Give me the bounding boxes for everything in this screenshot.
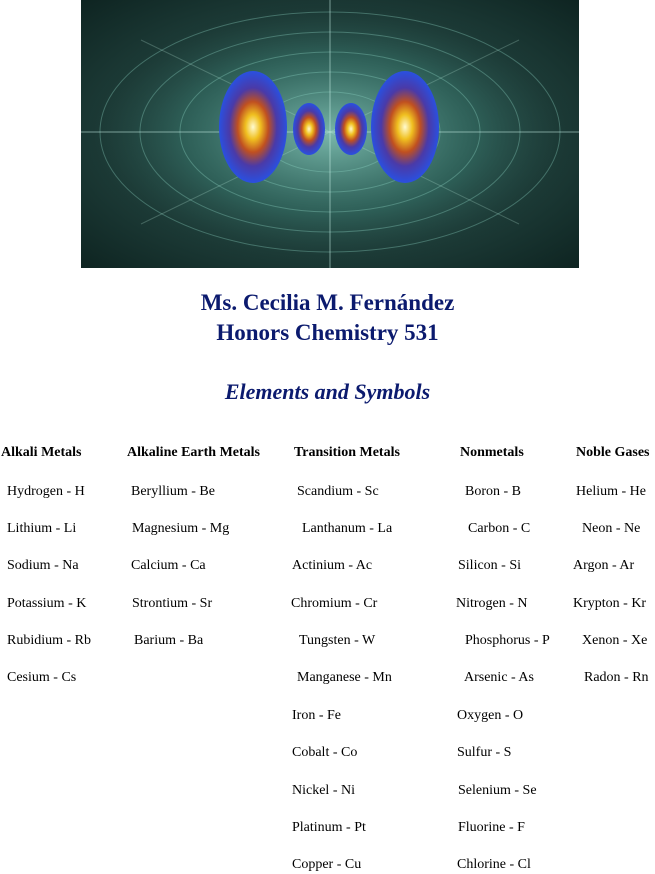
list-item: Cesium - Cs bbox=[7, 670, 77, 685]
list-item: Chromium - Cr bbox=[291, 596, 378, 611]
list-item: Sodium - Na bbox=[7, 558, 79, 573]
list-item: Scandium - Sc bbox=[297, 484, 379, 499]
list-item: Sulfur - S bbox=[457, 745, 512, 760]
list-item: Chlorine - Cl bbox=[457, 857, 531, 872]
list-item: Carbon - C bbox=[468, 521, 531, 536]
list-item: Argon - Ar bbox=[573, 558, 635, 573]
list-item: Iron - Fe bbox=[292, 708, 341, 723]
list-item: Calcium - Ca bbox=[131, 558, 206, 573]
list-item: Barium - Ba bbox=[134, 633, 204, 648]
list-item: Strontium - Sr bbox=[132, 596, 213, 611]
list-item: Oxygen - O bbox=[457, 708, 524, 723]
list-item: Lanthanum - La bbox=[302, 521, 393, 536]
list-item: Tungsten - W bbox=[299, 633, 376, 648]
list-item: Rubidium - Rb bbox=[7, 633, 92, 648]
list-item: Helium - He bbox=[576, 484, 646, 499]
list-item: Boron - B bbox=[465, 484, 521, 499]
list-item: Nickel - Ni bbox=[292, 783, 355, 798]
list-item: Arsenic - As bbox=[464, 670, 534, 685]
heading-noble-gases: Noble Gases bbox=[576, 445, 650, 460]
list-item: Neon - Ne bbox=[582, 521, 641, 536]
orbital-banner-image bbox=[81, 0, 579, 268]
list-item: Hydrogen - H bbox=[7, 484, 85, 499]
page-subtitle: Elements and Symbols bbox=[224, 379, 431, 404]
list-item: Phosphorus - P bbox=[465, 633, 550, 648]
heading-transition-metals: Transition Metals bbox=[294, 445, 400, 460]
list-item: Actinium - Ac bbox=[292, 558, 373, 573]
list-item: Radon - Rn bbox=[584, 670, 649, 685]
heading-alkali-metals: Alkali Metals bbox=[1, 445, 82, 460]
list-item: Beryllium - Be bbox=[131, 484, 215, 499]
list-item: Xenon - Xe bbox=[582, 633, 648, 648]
list-item: Krypton - Kr bbox=[573, 596, 647, 611]
list-item: Silicon - Si bbox=[458, 558, 522, 573]
list-item: Copper - Cu bbox=[292, 857, 362, 872]
list-item: Cobalt - Co bbox=[292, 745, 358, 760]
teacher-name: Ms. Cecilia M. Fernández bbox=[200, 290, 455, 315]
list-item: Lithium - Li bbox=[7, 521, 77, 536]
list-item: Magnesium - Mg bbox=[132, 521, 230, 536]
list-item: Platinum - Pt bbox=[292, 820, 366, 835]
heading-nonmetals: Nonmetals bbox=[460, 445, 524, 460]
list-item: Potassium - K bbox=[7, 596, 87, 611]
list-item: Fluorine - F bbox=[458, 820, 525, 835]
heading-alkaline-earth-metals: Alkaline Earth Metals bbox=[127, 445, 260, 460]
list-item: Selenium - Se bbox=[458, 783, 537, 798]
list-item: Nitrogen - N bbox=[456, 596, 528, 611]
list-item: Manganese - Mn bbox=[297, 670, 392, 685]
course-title: Honors Chemistry 531 bbox=[216, 320, 439, 345]
